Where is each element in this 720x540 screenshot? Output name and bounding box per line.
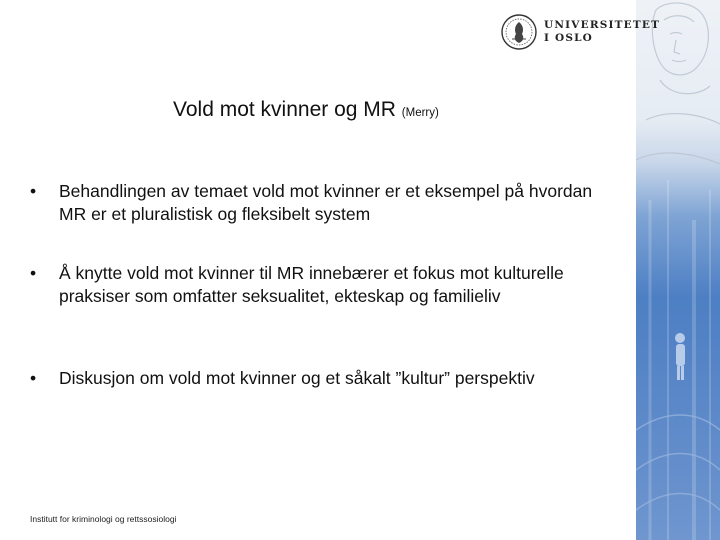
decorative-side-band bbox=[636, 0, 720, 540]
bullet-marker: • bbox=[30, 368, 37, 388]
slide-title bbox=[173, 98, 439, 122]
bullet-text: Behandlingen av temaet vold mot kvinner er et eksempel på hvordan MR er et pluralistisk og fleksibelt system bbox=[59, 181, 593, 224]
bullet-item bbox=[30, 367, 535, 390]
title-main: Vold mot kvinner og MR bbox=[173, 98, 396, 121]
bullet-text: Diskusjon om vold mot kvinner og et såkalt ”kultur” perspektiv bbox=[59, 368, 535, 388]
university-name bbox=[544, 19, 660, 45]
logo-line-1: UNIVERSITETET bbox=[544, 19, 661, 31]
bullet-item bbox=[30, 180, 610, 225]
bullet-text: Å knytte vold mot kvinner til MR innebærer et fokus mot kulturelle praksiser som omfatter seksualitet, ekteskap og familieliv bbox=[59, 263, 564, 306]
statue-illustration-icon bbox=[636, 0, 720, 540]
bullet-marker: • bbox=[30, 263, 37, 283]
university-seal-icon bbox=[500, 13, 538, 51]
footer-institute: Institutt for kriminologi og rettssosiologi bbox=[30, 514, 177, 524]
university-logo bbox=[500, 13, 661, 53]
bullet-item bbox=[30, 262, 610, 307]
title-sub: (Merry) bbox=[401, 107, 439, 119]
logo-line-2: I OSLO bbox=[544, 32, 594, 44]
bullet-marker: • bbox=[30, 181, 37, 201]
